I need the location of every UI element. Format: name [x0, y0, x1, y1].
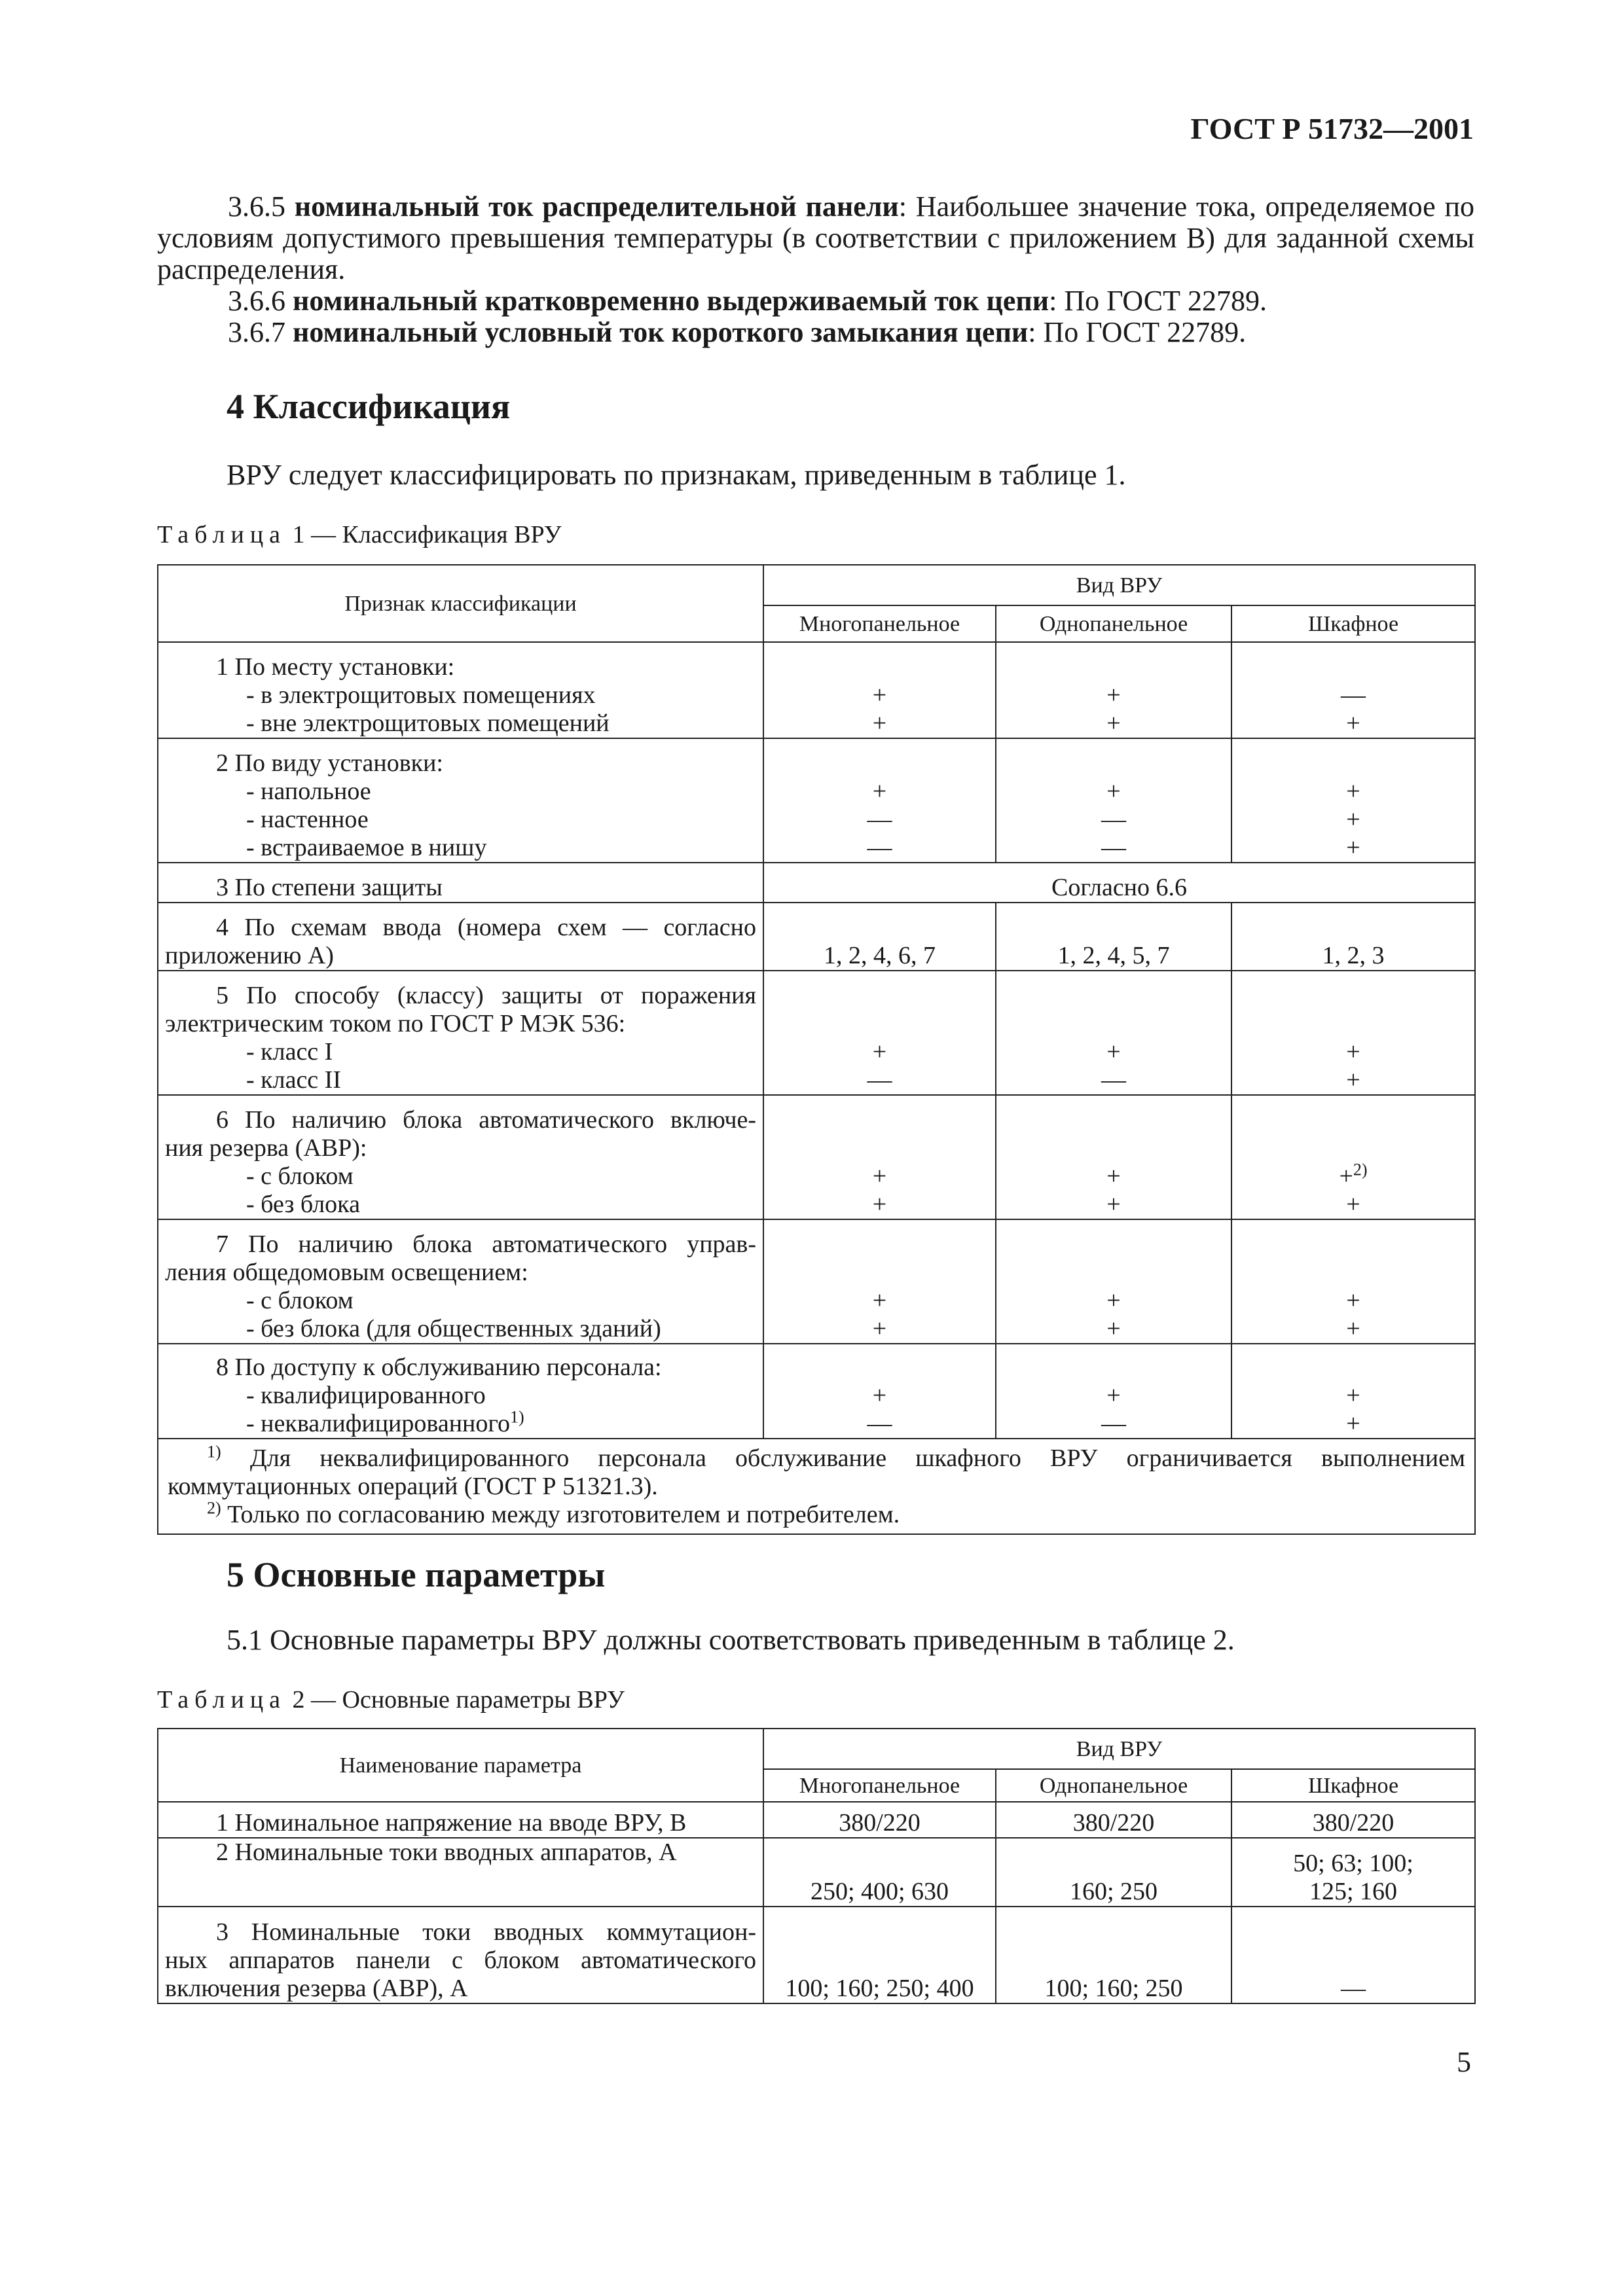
definitions-block [157, 191, 1474, 348]
table-2-caption: Таблица 2 — Основные параметры ВРУ [157, 1686, 625, 1713]
table-row: 1 Номинальное напряжение на вводе ВРУ, В 380/220 380/220 380/220 [158, 1802, 1475, 1838]
section-4-title: 4 Классификация [227, 387, 511, 426]
definition-term: номинальный условный ток короткого замыкания цепи [293, 316, 1029, 348]
merged-cell: Согласно 6.6 [763, 863, 1475, 903]
table-row: 5 По способу (классу) защиты от поражения электрическим током по ГОСТ Р МЭК 536: - класс I - класс II + — + — + + [158, 971, 1475, 1095]
section-4-intro: ВРУ следует классифицировать по признакам, приведенным в таблице 1. [227, 459, 1126, 491]
definition-term: номинальный ток распределительной панели [294, 190, 899, 223]
table-1-classification [157, 564, 1476, 1535]
table-header-parameter: Наименование параметра [158, 1729, 763, 1802]
table-row: 6 По наличию блока автоматического включе- ния резерва (АВР): - с блоком - без блока + + + + +$^{2)}$ + [158, 1095, 1475, 1219]
table-row: 3 По степени защиты Согласно 6.6 [158, 863, 1475, 903]
footnote-ref: 2) [1353, 1160, 1368, 1179]
table-header-singlepanel: Однопанельное [996, 1769, 1231, 1802]
section-5-intro: 5.1 Основные параметры ВРУ должны соответствовать приведенным в таблице 2. [227, 1624, 1235, 1656]
table-row: 7 По наличию блока автоматического управ- ления общедомовым освещением: - с блоком - без блока (для общественных зданий) + + + + + + [158, 1219, 1475, 1344]
footnote-2: $^{2)}$ Только по согласованию между изготовителем и потребителем. [207, 1498, 900, 1528]
table-header-group: Вид ВРУ [763, 1729, 1475, 1769]
definition-3-6-7: 3.6.7 номинальный условный ток короткого замыкания цепи: По ГОСТ 22789. [228, 316, 1247, 348]
footnote-ref: 1) [510, 1407, 524, 1427]
table-header-multipanel: Многопанельное [763, 1769, 996, 1802]
table-header-group: Вид ВРУ [763, 565, 1475, 605]
section-5-title: 5 Основные параметры [227, 1555, 606, 1594]
table-2-parameters [157, 1728, 1476, 2004]
table-row: 8 По доступу к обслуживанию персонала: - квалифицированного - неквалифицированного$^{1)}$ + — + — + + [158, 1344, 1475, 1439]
definition-term: номинальный кратковременно выдерживаемый ток цепи [293, 285, 1049, 317]
table-header-cabinet: Шкафное [1231, 605, 1475, 642]
definition-3-6-5: 3.6.5 номинальный ток распределительной панели: Наибольшее значение тока, определяемое по условиям допустимого превышения температуры (в соответствии с приложением В) для заданной схемы распределения. [157, 190, 1475, 285]
table-row: 4 По схемам ввода (номера схем — согласно приложению А) 1, 2, 4, 6, 7 1, 2, 4, 5, 7 1, 2, 3 [158, 903, 1475, 971]
definition-3-6-6: 3.6.6 номинальный кратковременно выдерживаемый ток цепи: По ГОСТ 22789. [228, 285, 1267, 317]
table-row: 3 Номинальные токи вводных коммутацион- ных аппаратов панели с блоком автоматического включения резерва (АВР), А 100; 160; 250; 400 100; 160; 250 — [158, 1907, 1475, 2003]
footnote-1: $^{1)}$ Для неквалифицированного персонала обслуживание шкафного ВРУ ограничивается выполнением коммутационных операций (ГОСТ Р 51321.3). [168, 1441, 1466, 1500]
document-header: ГОСТ Р 51732—2001 [1190, 112, 1474, 145]
table-footnotes [158, 1439, 1475, 1534]
table-row: 2 Номинальные токи вводных аппаратов, А 250; 400; 630 160; 250 50; 63; 100; 125; 160 [158, 1838, 1475, 1907]
table-row: 2 По виду установки: - напольное - настенное - встраиваемое в нишу + — — + — — + + + [158, 738, 1475, 863]
table-row: 1 По месту установки: - в электрощитовых помещениях - вне электрощитовых помещений + + + + — + [158, 642, 1475, 738]
page-number: 5 [1457, 2046, 1471, 2078]
table-header-feature: Признак классификации [158, 565, 763, 642]
table-header-multipanel: Многопанельное [763, 605, 996, 642]
table-header-singlepanel: Однопанельное [996, 605, 1231, 642]
table-header-cabinet: Шкафное [1231, 1769, 1475, 1802]
table-1-caption: Таблица 1 — Классификация ВРУ [157, 521, 562, 548]
